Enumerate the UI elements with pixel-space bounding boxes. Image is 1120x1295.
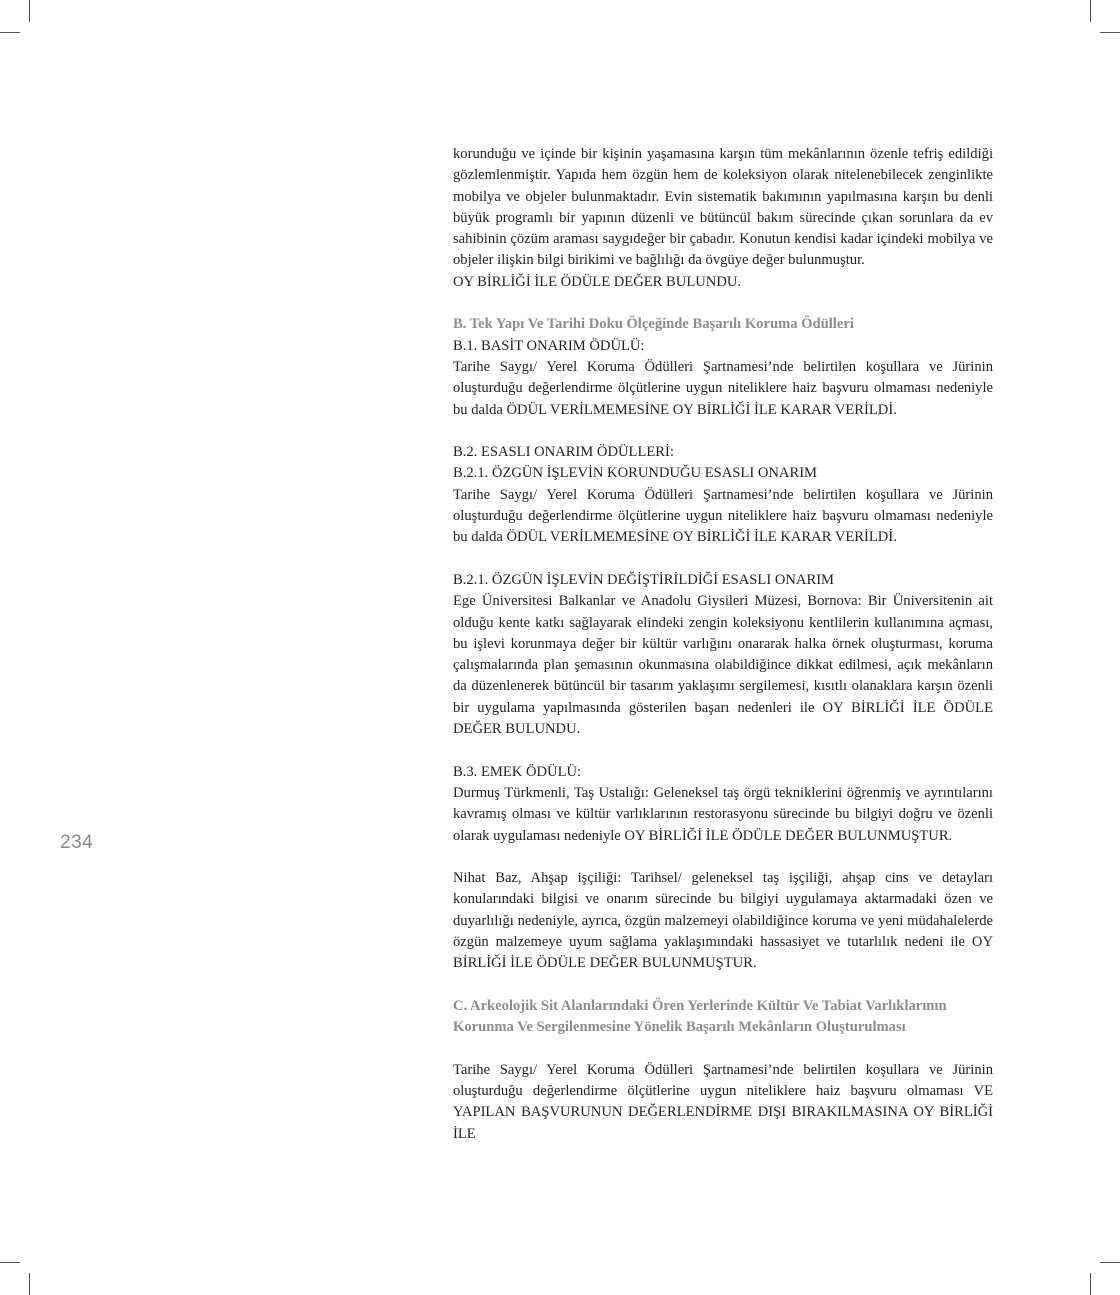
subheading: B.2.1. ÖZGÜN İŞLEVİN DEĞİŞTİRİLDİĞİ ESASLI ONARIM (453, 571, 835, 588)
paragraph: Ege Üniversitesi Balkanlar ve Anadolu Giysileri Müzesi, Bornova: Bir Üniversitenin ait olduğu kente katkı sağlayarak elindeki zengin koleksiyonu kentlilerin kullanımına açması, bu işlevi korunmaya değer bir kültür varlığını onararak halka örnek oluşturması, koruma çalışmalarında plan şemasının okunmasına olabildiğince dikkat edilmesi, açık mekânların da düzenlenerek bütüncül bir tasarım yaklaşımı sergilemesi, kısıtlı olanaklara karşın özenli bir uygulama yapılmasında gösterilen başarı nedenleri ile OY BİRLİĞİ İLE ÖDÜLE DEĞER BULUNDU. (453, 593, 993, 738)
section-heading-b: B. Tek Yapı Ve Tarihi Doku Ölçeğinde Başarılı Koruma Ödülleri (453, 316, 854, 333)
crop-mark (29, 0, 30, 22)
subheading: B.3. EMEK ÖDÜLÜ: (453, 763, 582, 780)
decision-line: OY BİRLİĞİ İLE ÖDÜLE DEĞER BULUNDU. (453, 273, 742, 290)
paragraph: Durmuş Türkmenli, Taş Ustalığı: Geleneksel taş örgü tekniklerini öğrenmiş ve ayrıntılarını kavramış olması ve kültür varlıklarının restorasyonu sürecinde bu bilgiyi doğru ve özenli olarak uygulaması nedeniyle OY BİRLİĞİ İLE ÖDÜLE DEĞER BULUNMUŞTUR. (453, 784, 993, 844)
crop-mark (1100, 1262, 1120, 1263)
crop-mark (1100, 32, 1120, 33)
paragraph: Nihat Baz, Ahşap işçiliği: Tarihsel/ geleneksel taş işçiliği, ahşap cins ve detayları konularındaki bilgisi ve onarım sürecinde bu bilgiyi uygulamaya aktarmadaki özen ve duyarlılığı nedeniyle, ayrıca, özgün malzemeyi olabildiğince koruma ve yeni müdahalelerde özgün malzemeye uyum sağlama yaklaşımındaki hassasiyet ve tutarlılık nedeni ile OY BİRLİĞİ İLE ÖDÜLE DEĞER BULUNMUŞTUR. (453, 870, 993, 972)
body-text (453, 144, 993, 1145)
subheading: B.2.1. ÖZGÜN İŞLEVİN KORUNDUĞU ESASLI ONARIM (453, 465, 818, 482)
crop-mark (0, 1262, 20, 1263)
page-number: 234 (60, 832, 94, 853)
crop-mark (29, 1273, 30, 1295)
subheading: B.1. BASİT ONARIM ÖDÜLÜ: (453, 337, 645, 354)
paragraph: Tarihe Saygı/ Yerel Koruma Ödülleri Şartnamesi’nde belirtilen koşullara ve Jürinin oluşturduğu değerlendirme ölçütlerine uygun niteliklere haiz başvuru olmaması nedeniyle bu dalda ÖDÜL VERİLMEMESİNE OY BİRLİĞİ İLE KARAR VERİLDİ. (453, 358, 993, 418)
paragraph: korunduğu ve içinde bir kişinin yaşamasına karşın tüm mekânlarının özenle tefriş edildiği gözlemlenmiştir. Yapıda hem özgün hem de koleksiyon olarak nitelenebilecek zenginlikte mobilya ve objeler bulunmaktadır. Evin sistematik bakımının yapılmasına karşın bu denli büyük programlı bir yapının düzenli ve bütüncül bakım sürecinde çıkan sorunlara da ev sahibinin çözüm araması saygıdeğer bir çabadır. Konutun kendisi kadar içindeki mobilya ve objeler ilişkin bilgi birikimi ve bağlılığı da övgüye değer bulunmuştur. (453, 146, 993, 269)
subheading: B.2. ESASLI ONARIM ÖDÜLLERİ: (453, 444, 674, 461)
crop-mark (1090, 0, 1091, 22)
paragraph: Tarihe Saygı/ Yerel Koruma Ödülleri Şartnamesi’nde belirtilen koşullara ve Jürinin oluşturduğu değerlendirme ölçütlerine uygun niteliklere haiz başvuru olmaması nedeniyle bu dalda ÖDÜL VERİLMEMESİNE OY BİRLİĞİ İLE KARAR VERİLDİ. (453, 486, 993, 546)
crop-mark (1090, 1273, 1091, 1295)
paragraph: Tarihe Saygı/ Yerel Koruma Ödülleri Şartnamesi’nde belirtilen koşullara ve Jürinin oluşturduğu değerlendirme ölçütlerine uygun niteliklere haiz başvuru olmaması VE YAPILAN BAŞVURUNUN DEĞERLENDİRME DIŞI BIRAKILMASINA OY BİRLİĞİ İLE (453, 1061, 993, 1142)
crop-mark (0, 32, 20, 33)
section-heading-c: C. Arkeolojik Sit Alanlarındaki Ören Yerlerinde Kültür Ve Tabiat Varlıklarının Korunma Ve Sergilenmesine Yönelik Başarılı Mekânların Oluşturulması (453, 997, 947, 1036)
